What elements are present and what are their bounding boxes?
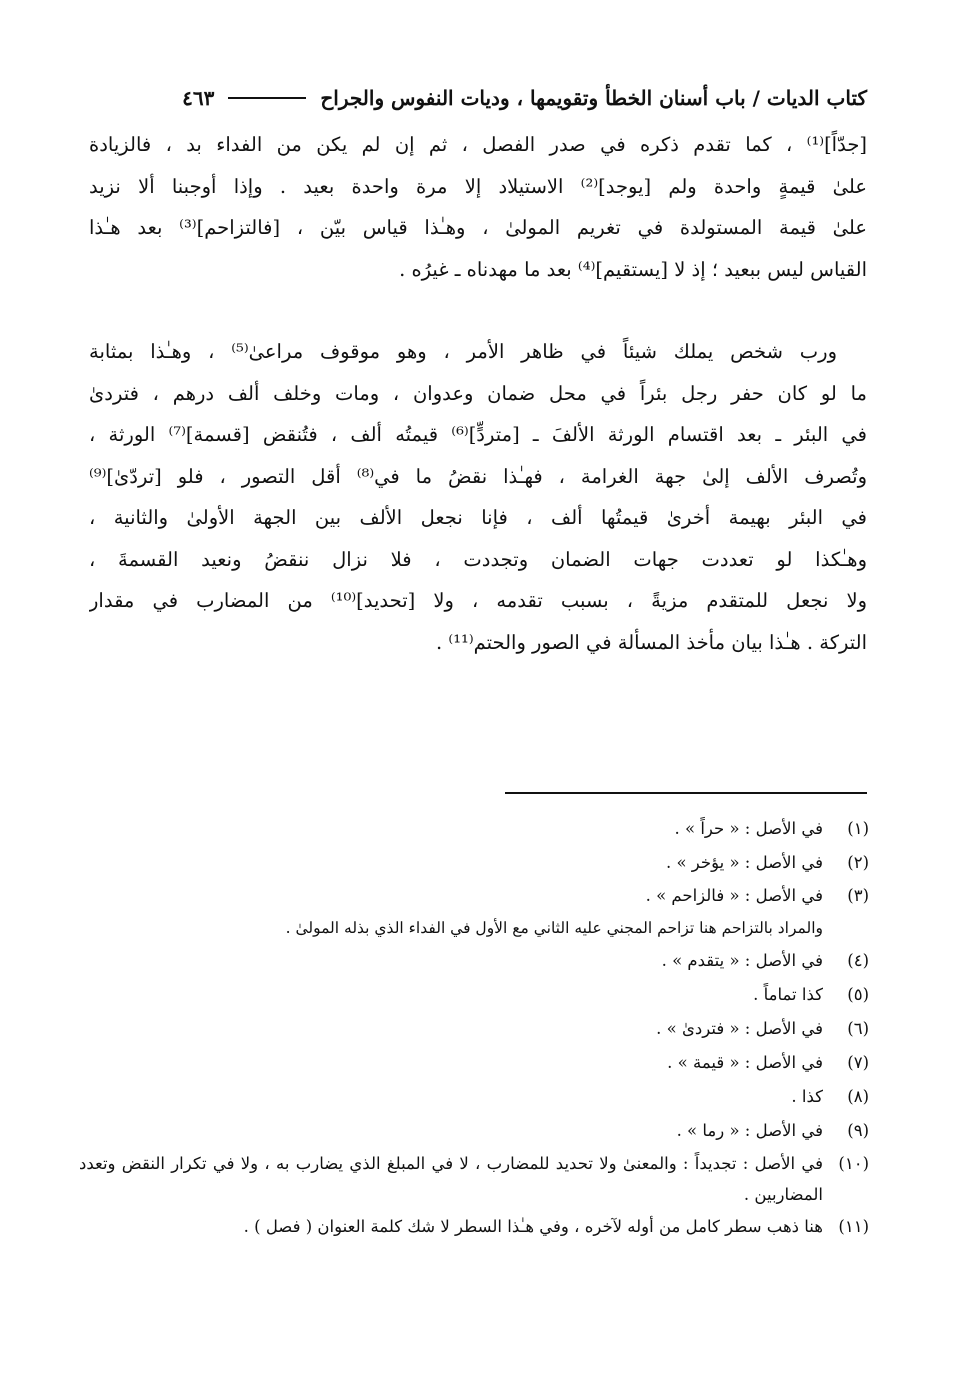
footnote-5 [79,978,869,1012]
footnote-text: في الأصل : « فالزاحم » . [645,886,823,905]
header-rule [228,97,306,99]
footnote-number: (٦) [847,1019,869,1038]
page-header [89,80,867,116]
running-title: كتاب الديات / باب أسنان الخطأ وتقويمها ، وديات النفوس والجراح [320,86,867,110]
paragraph-2 [89,331,867,663]
footnote-number: (٤) [847,951,869,970]
footnote-number: (٣) [847,886,869,905]
footnote-number: (٧) [847,1053,869,1072]
footnote-6 [79,1012,869,1046]
footnotes [79,812,869,1244]
footnote-separator [505,792,867,794]
footnote-text: في الأصل : تجديداً : والمعنىٰ ولا تحديد للمضارب ، لا في المبلغ الذي يضارب به ، ولا في تكرار النقض وتعدد المضاربين . [79,1154,823,1204]
text-line: في البئر ـ بعد اقتسام الورثة الألفَ ـ [متردٍّ]⁽⁶⁾ قيمتُه ألف ، فتُنقض [قسمة]⁽⁷⁾ الورثة ، [89,423,867,446]
paragraph-1 [89,124,867,290]
footnote-10 [79,1148,869,1210]
footnote-number: (١) [847,819,869,838]
footnote-text: في الأصل : « رما » . [676,1121,823,1140]
footnote-text: كذا . [791,1087,823,1106]
footnote-7 [79,1046,869,1080]
footnote-number: (١١) [838,1217,869,1236]
footnote-4 [79,944,869,978]
text-line: ما لو كان حفر رجل بئراً في محل ضمان وعدوان ، ومات وخلف ألف درهم ، فتردىٰ [89,381,867,405]
text-line: ولا نجعل للمتقدم مزيةً ، بسبب تقدمه ، ولا [تحديد]⁽¹⁰⁾ من المضارب في مقدار [89,589,867,612]
footnote-9 [79,1114,869,1148]
footnote-2 [79,846,869,880]
text-line: القياس ليس ببعيد ؛ إذ لا [يستقيم]⁽⁴⁾ بعد ما مهدناه ـ غيرُه . [399,257,867,281]
text-line: وتُصرف الألف إلىٰ جهة الغرامة ، فهـٰذا نقضُ ما في⁽⁸⁾ أقل التصور ، فلو [تردّىٰ]⁽⁹⁾ [89,464,867,488]
footnote-text: في الأصل : « قيمة » . [667,1053,823,1072]
footnote-text: في الأصل : « يؤخر » . [665,853,823,872]
footnote-number: (١٠) [838,1154,869,1173]
footnote-11 [79,1210,869,1244]
footnote-number: (٢) [847,853,869,872]
text-line: [جدّاً]⁽¹⁾ ، كما تقدم ذكره في صدر الفصل ، ثم إن لم يكن من الفداء بد ، فالزيادة [89,133,867,156]
footnote-number: (٩) [847,1121,869,1140]
footnote-number: (٥) [847,985,869,1004]
footnote-text: هنا ذهب سطر كامل من أوله لآخره ، وفي هـٰذا السطر لا شك كلمة العنوان ( فصل ) . [243,1217,823,1236]
footnote-text: كذا تماماً . [753,985,823,1004]
footnote-3 [79,880,869,912]
text-line: التركة . هـٰذا بيان مأخذ المسألة في الصور والحتم⁽¹¹⁾ . [436,630,867,654]
footnote-number: (٨) [847,1087,869,1106]
text-line: ورب شخص يملك شيئاً في ظاهر الأمر ، وهو موقوف مراعىٰ⁽⁵⁾ ، وهـٰذا بمثابة [89,340,837,363]
footnote-text: في الأصل : « حراً » . [674,819,823,838]
page-number: ٤٦٣ [182,86,215,110]
text-line: وهـٰكذا لو تعددت جهات الضمان وتجددت ، فلا نزال ننقضُ ونعيد القسمةَ ، [89,547,867,571]
text-line: في البئر بهيمة أخرىٰ قيمتُها ألف ، فإنا نجعل الألف بين الجهة الأولىٰ والثانية ، [89,506,867,529]
footnote-1 [79,812,869,846]
footnote-text: في الأصل : « يتقدم » . [661,951,823,970]
footnote-text: في الأصل : « فتردىٰ » . [656,1019,823,1038]
footnote-3-continuation: والمراد بالتزاحم هنا تزاحم المجني عليه الثاني مع الأول في الفداء الذي بذله المولىٰ . [285,919,823,937]
text-line: علىٰ قيمةٍ واحدة ولم [يوجد]⁽²⁾ الاستيلاد إلا مرة واحدة بعيد . وإذا أوجبنا ألا نزيد [89,174,867,198]
text-line: علىٰ قيمة المستولدة في تغريم المولىٰ ، وهـٰذا قياس بيّن ، [فالتزاحم]⁽³⁾ بعد هـٰذا [89,216,867,239]
footnote-8 [79,1080,869,1114]
